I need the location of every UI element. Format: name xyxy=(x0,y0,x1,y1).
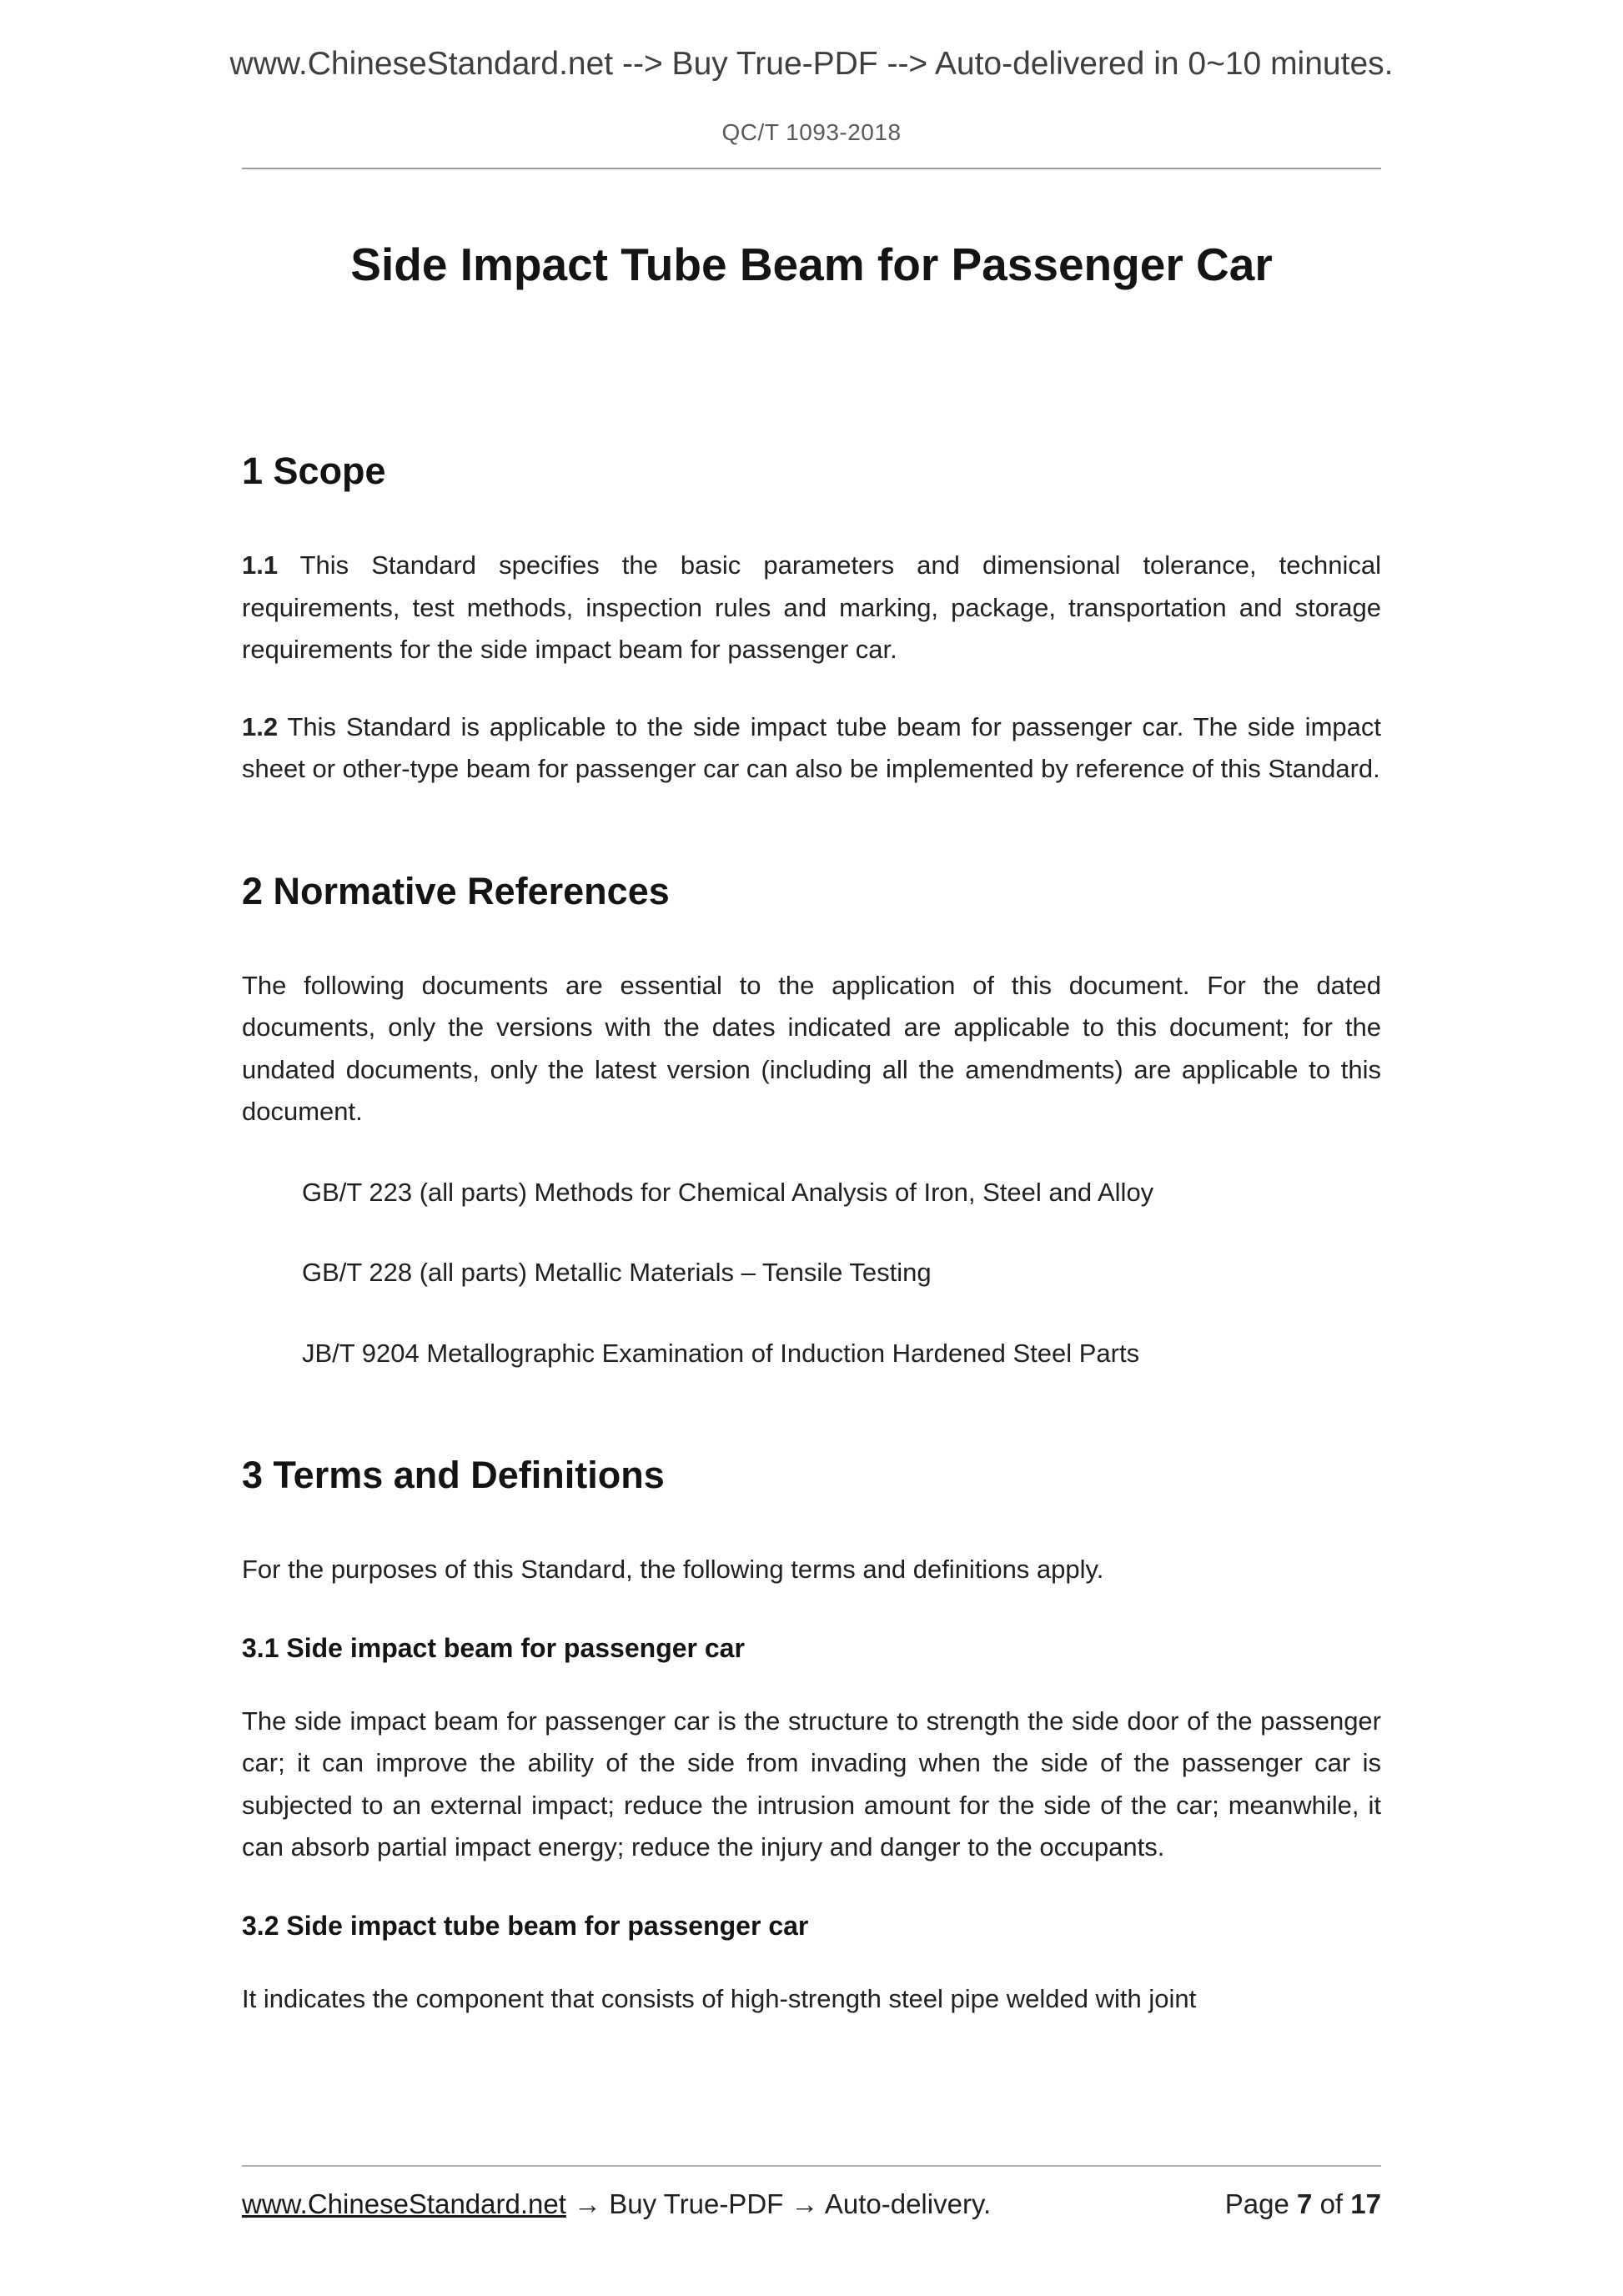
section-heading-normative-references: 2 Normative References xyxy=(242,869,670,912)
scope-paragraph-1-1-text: This Standard specifies the basic parameters and dimensional tolerance, technical requirements, test methods, inspection rules and marking, package, transportation and storage requirements for the side impact beam for passenger car. xyxy=(242,550,1381,665)
page-footer xyxy=(242,2165,1381,2220)
scope-paragraph-1-1 xyxy=(242,545,1381,671)
term-definition-3-2: It indicates the component that consists of high-strength steel pipe welded with joint xyxy=(242,1983,1197,2013)
page-total: 17 xyxy=(1350,2188,1381,2219)
footer-delivery-label: Auto-delivery. xyxy=(824,2188,992,2219)
term-heading-3-1: 3.1 Side impact beam for passenger car xyxy=(242,1632,745,1663)
arrow-right-icon: → xyxy=(791,2188,819,2219)
term-heading-3-2: 3.2 Side impact tube beam for passenger car xyxy=(242,1910,809,1941)
reference-item-gbt-228: GB/T 228 (all parts) Metallic Materials – Tensile Testing xyxy=(302,1258,932,1288)
page-of-label: of xyxy=(1319,2188,1344,2219)
term-definition-3-1: The side impact beam for passenger car is the structure to strength the side door of the passenger car; it can improve the ability of the side from invading when the side of the passenger car is subjected to an external impact; reduce the intrusion amount for the side of the car; meanwhile, it can absorb partial impact energy; reduce the injury and danger to the occupants. xyxy=(242,1706,1381,1862)
scope-paragraph-1-2 xyxy=(242,706,1381,791)
page-current: 7 xyxy=(1297,2188,1313,2219)
header-divider xyxy=(242,168,1381,169)
footer-delivery-info xyxy=(242,2188,991,2220)
reference-item-jbt-9204: JB/T 9204 Metallographic Examination of Induction Hardened Steel Parts xyxy=(302,1338,1140,1368)
page-label: Page xyxy=(1224,2188,1289,2219)
terms-intro-paragraph: For the purposes of this Standard, the following terms and definitions apply. xyxy=(242,1555,1104,1585)
footer-divider xyxy=(242,2165,1381,2167)
clause-number-1-1: 1.1 xyxy=(242,550,279,580)
section-heading-scope: 1 Scope xyxy=(242,450,386,492)
clause-number-1-2: 1.2 xyxy=(242,711,279,741)
references-intro-paragraph: The following documents are essential to the application of this document. For the dated documents, only the versions with the dates indicated are applicable to this document; for the undated documents, only the latest version (including all the amendments) are applicable to this document. xyxy=(242,970,1381,1127)
arrow-right-icon: → xyxy=(574,2188,602,2219)
footer-page-indicator xyxy=(1225,2188,1381,2220)
scope-paragraph-1-2-text: This Standard is applicable to the side impact tube beam for passenger car. The side impact sheet or other-type beam for passenger car can also be implemented by reference of this Standard. xyxy=(242,711,1381,784)
document-content xyxy=(242,238,1381,2020)
footer-buy-label: Buy True-PDF xyxy=(609,2188,784,2219)
footer-site-link[interactable]: www.ChineseStandard.net xyxy=(242,2188,566,2219)
doc-number: QC/T 1093-2018 xyxy=(721,119,902,145)
document-title: Side Impact Tube Beam for Passenger Car xyxy=(350,239,1273,290)
section-heading-terms-definitions: 3 Terms and Definitions xyxy=(242,1454,665,1497)
footer-row xyxy=(242,2188,1381,2220)
top-notice: www.ChineseStandard.net --> Buy True-PDF --> Auto-delivered in 0~10 minutes. xyxy=(229,46,1394,82)
reference-item-gbt-223: GB/T 223 (all parts) Methods for Chemical Analysis of Iron, Steel and Alloy xyxy=(302,1177,1154,1207)
